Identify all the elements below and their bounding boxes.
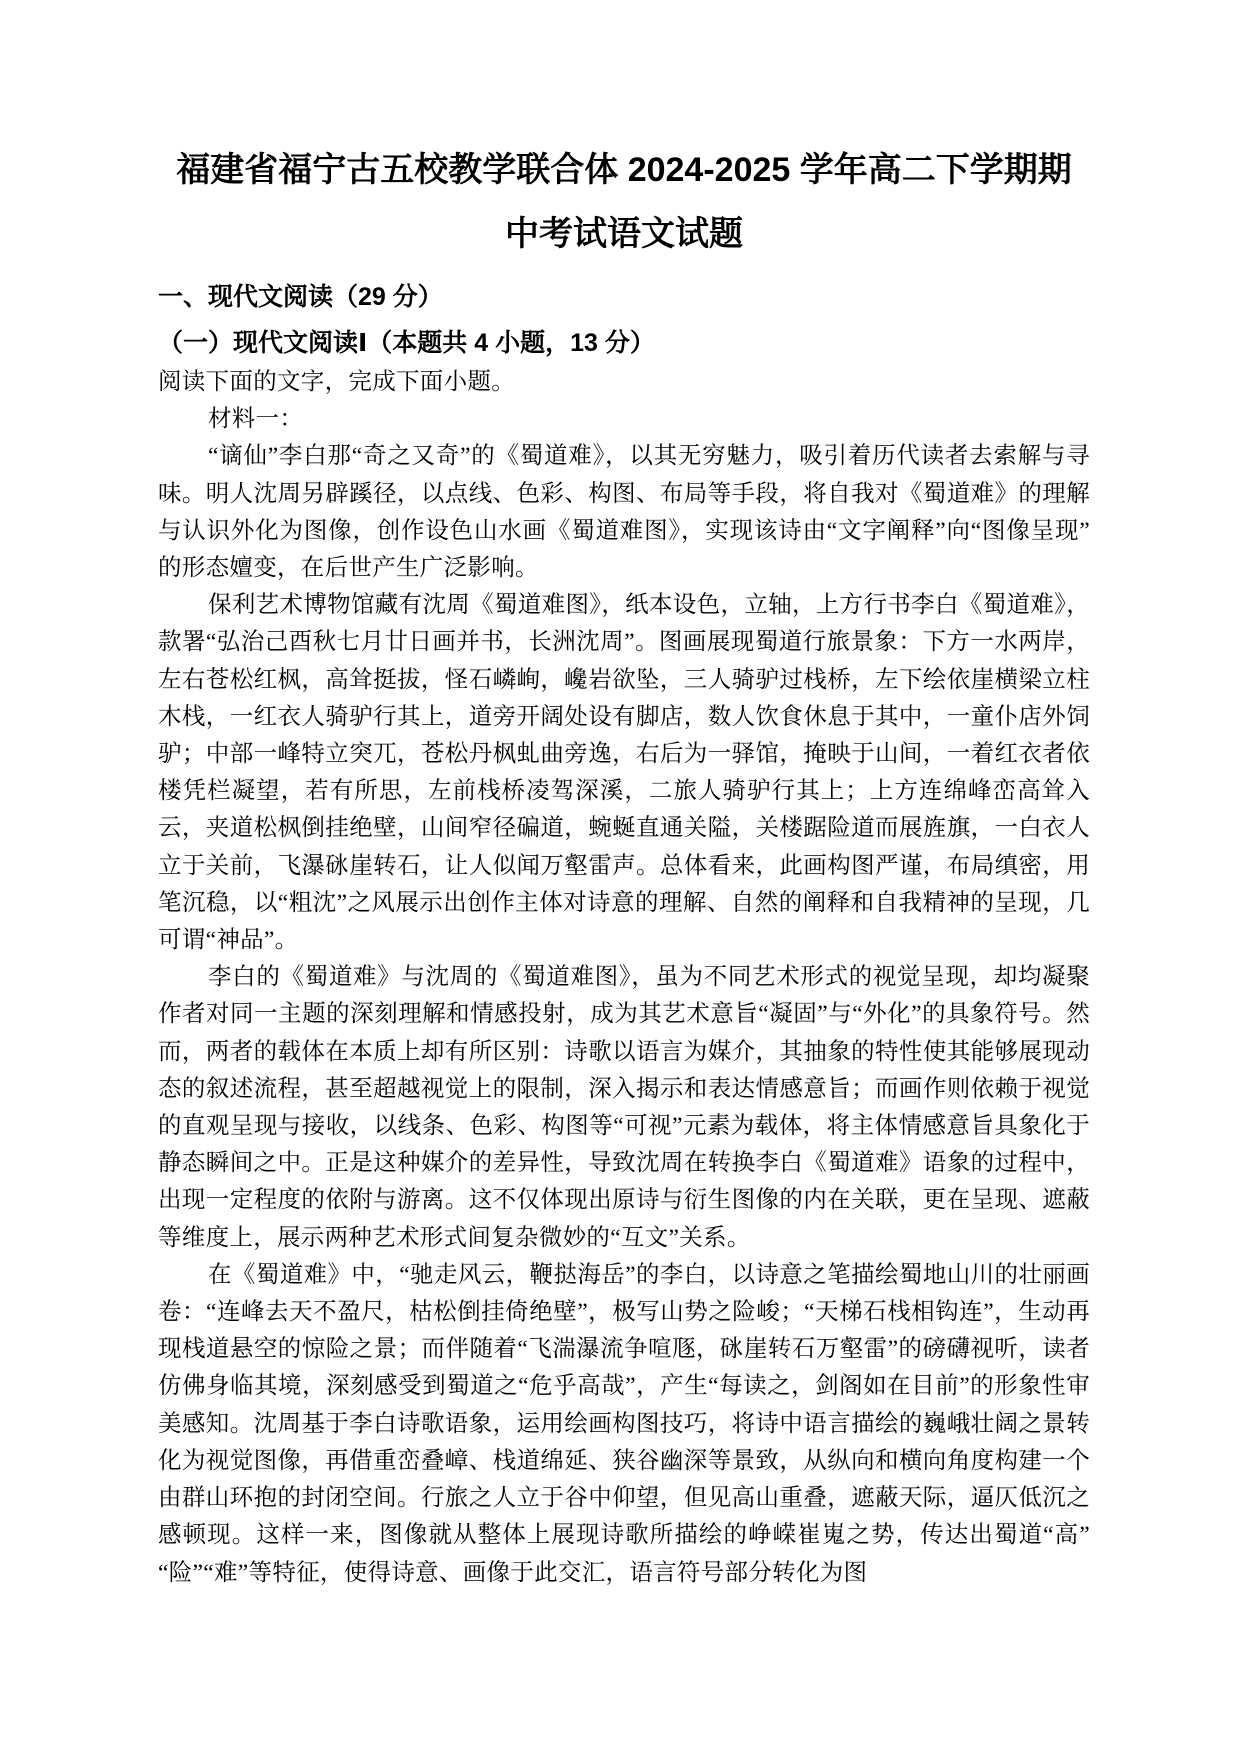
material-paragraph-4: 在《蜀道难》中，“驰走风云，鞭挞海岳”的李白，以诗意之笔描绘蜀地山川的壮丽画卷：“连峰去天不盈尺，枯松倒挂倚绝壁”，极写山势之险峻；“天梯石栈相钩连”，生动再现栈道悬空的惊险之景；而伴随着“飞湍瀑流争喧豗，砯崖转石万壑雷”的磅礴视听，读者仿佛身临其境，深刻感受到蜀道之“危乎高哉”，产生“每读之，剑阁如在目前”的形象性审美感知。沈周基于李白诗歌语象，运用绘画构图技巧，将诗中语言描绘的巍峨壮阔之景转化为视觉图像，再借重峦叠嶂、栈道绵延、狭谷幽深等景致，从纵向和横向角度构建一个由群山环抱的封闭空间。行旅之人立于谷中仰望，但见高山重叠，遮蔽天际，逼仄低沉之感顿现。这样一来，图像就从整体上展现诗歌所描绘的峥嵘崔嵬之势，传达出蜀道“高”“险”“难”等特征，使得诗意、画像于此交汇，语言符号部分转化为图 xyxy=(158,1261,1090,1586)
document-title-line-2: 中考试语文试题 xyxy=(505,215,743,253)
section-heading-modern-reading: 一、现代文阅读（29 分） xyxy=(158,283,443,311)
material-paragraph-2: 保利艺术博物馆藏有沈周《蜀道难图》，纸本设色，立轴，上方行书李白《蜀道难》，款署“弘治己酉秋七月廿日画并书，长洲沈周”。图画展现蜀道行旅景象：下方一水两岸，左右苍松红枫，高耸挺拔，怪石嶙峋，巉岩欲坠，三人骑驴过栈桥，左下绘依崖横梁立柱木栈，一红衣人骑驴行其上，道旁开阔处设有脚店，数人饮食休息于其中，一童仆店外饲驴；中部一峰特立突兀，苍松丹枫虬曲旁逸，右后为一驿馆，掩映于山间，一着红衣者依楼凭栏凝望，若有所思，左前栈桥凌驾深溪，二旅人骑驴行其上；上方连绵峰峦高耸入云，夹道松枫倒挂绝壁，山间窄径碥道，蜿蜒直通关隘，关楼踞险道而展旌旗，一白衣人立于关前，飞瀑砯崖转石，让人似闻万壑雷声。总体看来，此画构图严谨，布局缜密，用笔沉稳，以“粗沈”之风展示出创作主体对诗意的理解、自然的阐释和自我精神的呈现，几可谓“神品”。 xyxy=(158,592,1090,954)
material-paragraph-3: 李白的《蜀道难》与沈周的《蜀道难图》，虽为不同艺术形式的视觉呈现，却均凝聚作者对同一主题的深刻理解和情感投射，成为其艺术意旨“凝固”与“外化”的具象符号。然而，两者的载体在本质上却有所区别：诗歌以语言为媒介，其抽象的特性使其能够展现动态的叙述流程，甚至超越视觉上的限制，深入揭示和表达情感意旨；而画作则依赖于视觉的直观呈现与接收，以线条、色彩、构图等“可视”元素为载体，将主体情感意旨具象化于静态瞬间之中。正是这种媒介的差异性，导致沈周在转换李白《蜀道难》语象的过程中，出现一定程度的依附与游离。这不仅体现出原诗与衍生图像的内在关联，更在呈现、遮蔽等维度上，展示两种艺术形式间复杂微妙的“互文”关系。 xyxy=(158,964,1090,1251)
material-one-label: 材料一： xyxy=(208,406,304,433)
subsection-heading-reading-1: （一）现代文阅读Ⅰ（本题共 4 小题，13 分） xyxy=(158,329,655,357)
reading-instruction: 阅读下面的文字，完成下面小题。 xyxy=(158,369,515,395)
material-paragraph-1: “谪仙”李白那“奇之又奇”的《蜀道难》，以其无穷魅力，吸引着历代读者去索解与寻味。明人沈周另辟蹊径，以点线、色彩、构图、布局等手段，将自我对《蜀道难》的理解与认识外化为图像，创作设色山水画《蜀道难图》，实现该诗由“文字阐释”向“图像呈现”的形态嬗变，在后世产生广泛影响。 xyxy=(158,443,1090,582)
document-title xyxy=(158,138,1090,266)
document-title-line-1: 福建省福宁古五校教学联合体 2024-2025 学年高二下学期期 xyxy=(176,151,1072,189)
